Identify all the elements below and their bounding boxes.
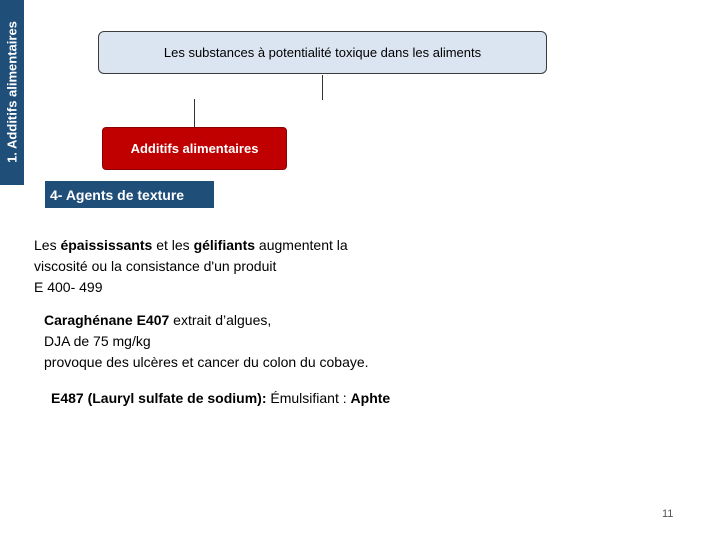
text-run: Les [34, 237, 61, 253]
sidebar-band [0, 0, 24, 185]
diagram-connector-vertical [194, 75, 323, 100]
text-run: extrait d’algues, [169, 312, 272, 328]
page-number: 11 [662, 508, 674, 520]
paragraph-line: provoque des ulcères et cancer du colon du cobaye. [44, 354, 369, 370]
bold-term: E487 (Lauryl sulfate de sodium): [51, 390, 267, 406]
text-run: Émulsifiant : [266, 390, 351, 406]
section-heading-text: 4- Agents de texture [50, 186, 185, 203]
sidebar-title: 1. Additifs alimentaires [4, 21, 20, 163]
paragraph-line: viscosité ou la consistance d'un produit [34, 258, 277, 274]
diagram-top-box [98, 31, 547, 74]
paragraph-thickeners [34, 235, 348, 298]
diagram-category-label: Additifs alimentaires [130, 141, 259, 156]
paragraph-sls [51, 388, 390, 409]
paragraph-line: E 400- 499 [34, 279, 103, 295]
bold-term: Caraghénane E407 [44, 312, 170, 328]
diagram-category-box [102, 127, 287, 170]
bold-term: épaississants [60, 237, 153, 253]
paragraph-line: DJA de 75 mg/kg [44, 333, 151, 349]
paragraph-line [44, 310, 369, 331]
bold-term: Aphte [350, 390, 391, 406]
paragraph-line [51, 388, 390, 409]
diagram-top-label: Les substances à potentialité toxique dans les aliments [163, 45, 482, 60]
paragraph-carrageenan [44, 310, 369, 373]
paragraph-line [34, 235, 348, 256]
text-run: et les [152, 237, 194, 253]
section-heading [45, 181, 214, 208]
bold-term: gélifiants [193, 237, 256, 253]
text-run: augmentent la [255, 237, 348, 253]
diagram-connector-elbow [194, 99, 195, 129]
